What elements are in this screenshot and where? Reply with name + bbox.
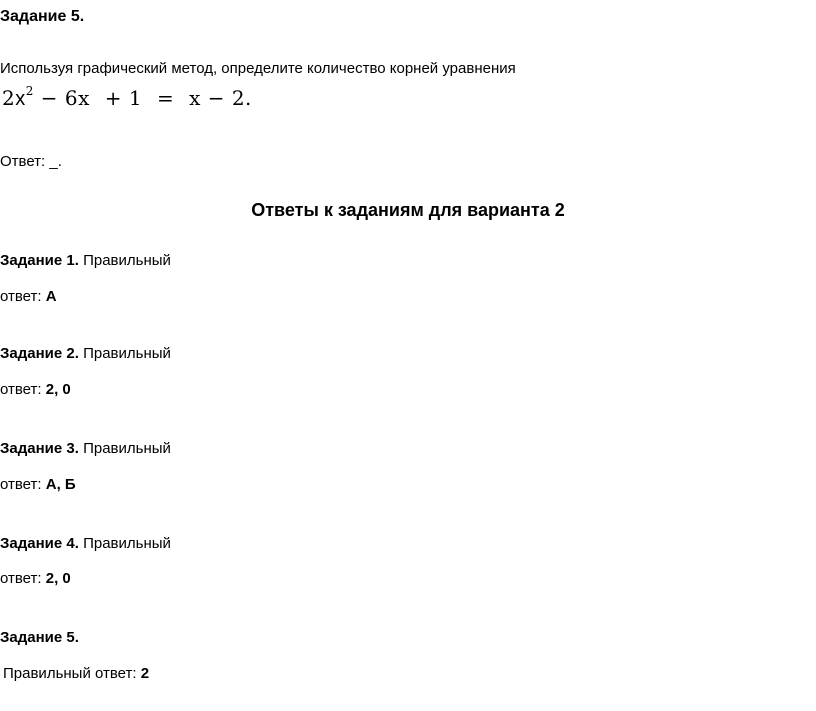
answer-4-line	[0, 570, 71, 587]
answer-1-value: А	[45, 288, 57, 305]
eq-plus: +	[104, 86, 122, 110]
answer-2-line	[0, 381, 71, 398]
eq-rhs: x − 2.	[189, 86, 252, 110]
answer-4-prefix: ответ:	[0, 570, 42, 587]
task5-equation	[2, 86, 252, 111]
answer-1-label: Задание 1.	[0, 252, 79, 269]
answer-5-line	[3, 665, 149, 682]
answer-4-header	[0, 535, 171, 552]
answer-2-text: Правильный	[83, 345, 171, 362]
answer-3-prefix: ответ:	[0, 476, 42, 493]
eq-var: x	[15, 88, 26, 110]
answer-1-header	[0, 252, 171, 269]
eq-equals: =	[156, 86, 175, 110]
task5-prompt: Используя графический метод, определите количество корней уравнения	[0, 60, 516, 77]
answer-4-text: Правильный	[83, 535, 171, 552]
answer-5-value: 2	[140, 665, 150, 682]
answer-5-label: Задание 5.	[0, 629, 79, 646]
eq-term: − 6x	[40, 86, 90, 110]
answer-3-line	[0, 476, 76, 493]
answer-2-value: 2, 0	[45, 381, 71, 398]
answers-heading: Ответы к заданиям для варианта 2	[251, 200, 565, 220]
answer-3-value: А, Б	[45, 476, 76, 493]
answer-5-prefix: Правильный ответ:	[3, 665, 137, 682]
task5-title: Задание 5.	[0, 8, 85, 25]
answer-2-label: Задание 2.	[0, 345, 79, 362]
answer-3-header	[0, 440, 171, 457]
answer-1-text: Правильный	[83, 252, 171, 269]
eq-exponent: 2	[25, 84, 34, 98]
eq-coef: 2	[2, 86, 16, 110]
answer-1-prefix: ответ:	[0, 288, 42, 305]
task5-answer-line: Ответ: _.	[0, 153, 62, 170]
answer-2-header	[0, 345, 171, 362]
answer-3-label: Задание 3.	[0, 440, 79, 457]
answer-1-line	[0, 288, 57, 305]
answer-3-text: Правильный	[83, 440, 171, 457]
answer-2-prefix: ответ:	[0, 381, 42, 398]
answer-4-label: Задание 4.	[0, 535, 79, 552]
eq-one: 1	[128, 86, 143, 110]
answer-4-value: 2, 0	[45, 570, 71, 587]
